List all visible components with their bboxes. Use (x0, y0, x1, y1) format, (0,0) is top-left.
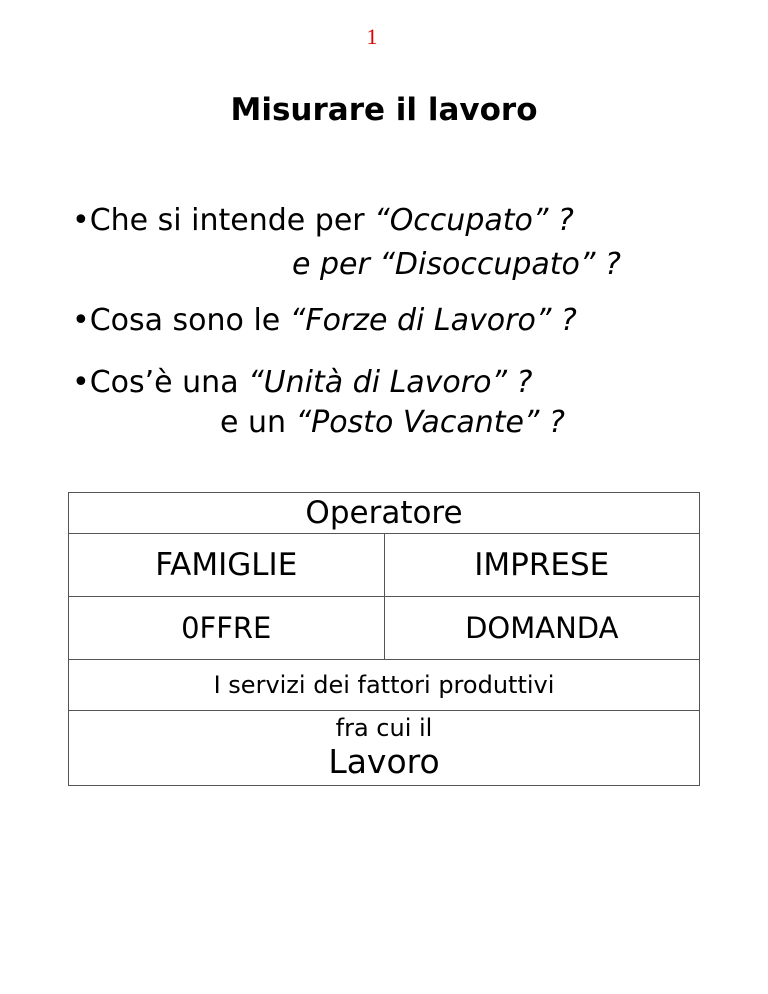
operator-table (68, 492, 700, 786)
question-term: “Occupato” ? (374, 203, 574, 238)
question-text: Cos’è una (89, 365, 249, 400)
question-term: “Forze di Lavoro” ? (289, 303, 577, 338)
question-term: “Posto Vacante” ? (295, 405, 565, 440)
cell-lavoro (69, 711, 700, 786)
question-text: Che si intende per (89, 203, 375, 238)
labor-intro: fra cui il (335, 714, 433, 742)
bullet-icon: • (72, 203, 90, 238)
labor-label: Lavoro (328, 742, 440, 781)
table-header-operatore: Operatore (69, 493, 700, 534)
bullet-icon: • (72, 365, 90, 400)
cell-famiglie: FAMIGLIE (69, 534, 385, 597)
question-text: Cosa sono le (89, 303, 290, 338)
question-term: “Unità di Lavoro” ? (248, 365, 533, 400)
bullet-icon: • (72, 303, 90, 338)
question-posto-vacante (220, 404, 565, 442)
cell-offre: 0FFRE (69, 597, 385, 660)
cell-domanda: DOMANDA (384, 597, 700, 660)
question-text: e per (292, 247, 380, 282)
question-occupato (72, 202, 574, 240)
cell-imprese: IMPRESE (384, 534, 700, 597)
question-forze-lavoro (72, 302, 577, 340)
question-disoccupato (292, 246, 621, 284)
question-term: “Disoccupato” ? (379, 247, 621, 282)
question-text: e un (220, 405, 296, 440)
question-unita-lavoro (72, 364, 532, 402)
cell-servizi: I servizi dei fattori produttivi (69, 660, 700, 711)
page-number: 1 (366, 24, 378, 49)
page-title: Misurare il lavoro (230, 92, 538, 128)
